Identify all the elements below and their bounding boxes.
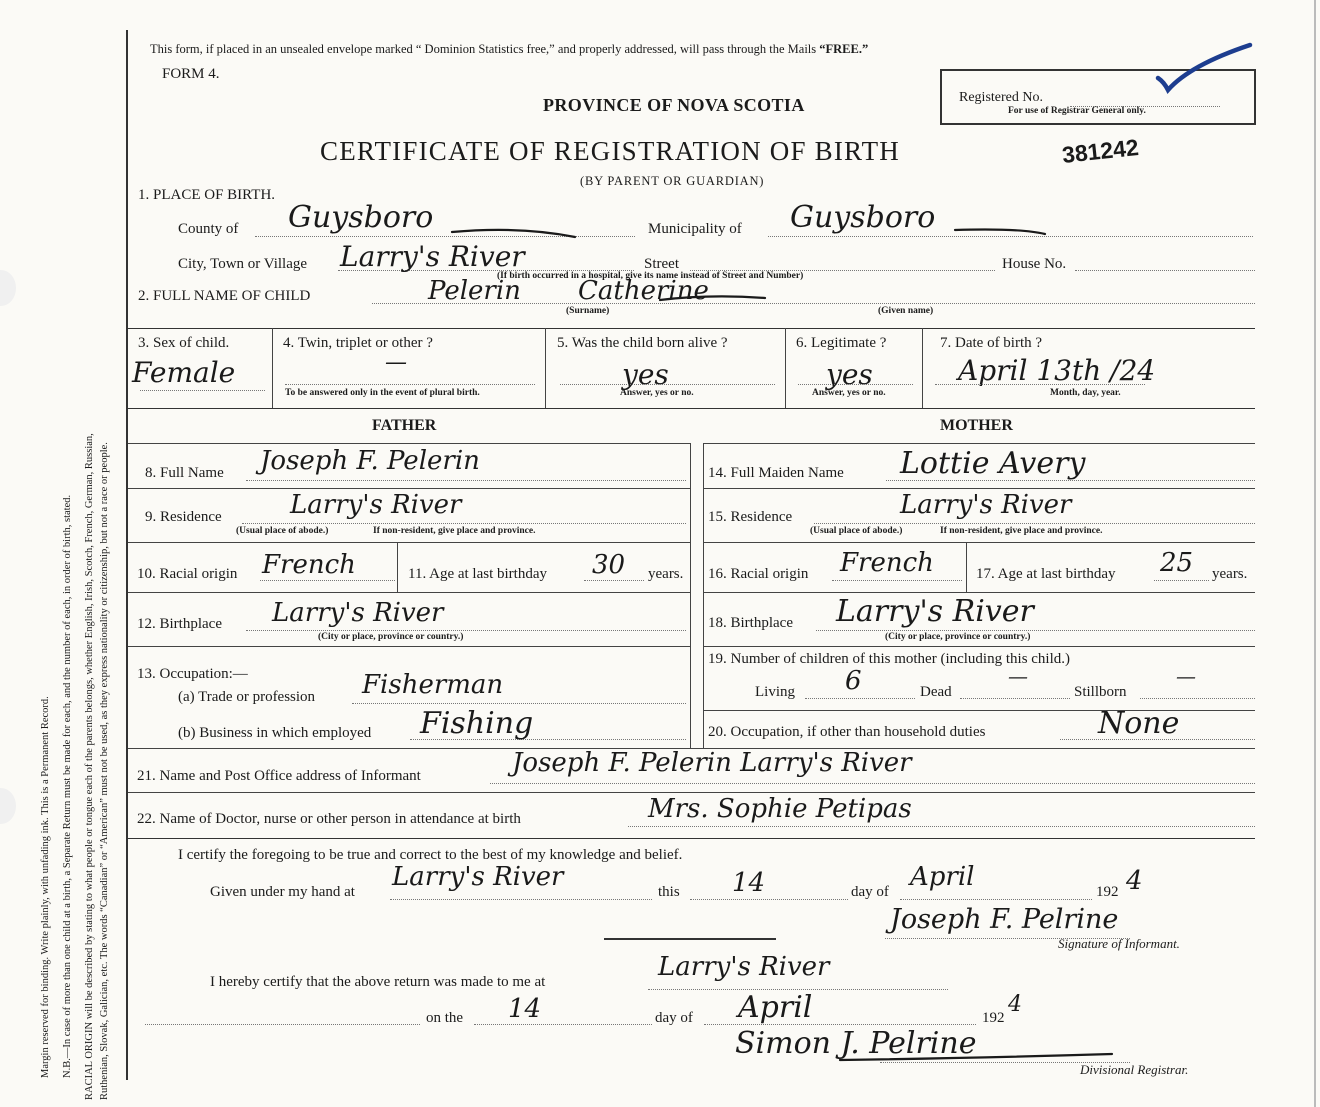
city-value: Larry's River — [340, 240, 525, 273]
given-year-prefix: 192 — [1096, 884, 1119, 900]
side-note-racial-origin: RACIAL ORIGIN will be described by stating to what people or tongue each of the parents belongs, whether English, Irish, Scotch, French, German, Russian, — [84, 433, 95, 1100]
mother-age-label: 17. Age at last birthday — [976, 566, 1116, 582]
mother-name-value: Lottie Avery — [900, 446, 1086, 481]
dead-label: Dead — [920, 684, 952, 700]
father-name-label: 8. Full Name — [145, 465, 224, 481]
on-the-label: on the — [426, 1010, 464, 1026]
sex-label: 3. Sex of child. — [138, 335, 230, 351]
father-years: years. — [648, 566, 684, 582]
father-race-value: French — [262, 550, 356, 580]
dob-label: 7. Date of birth ? — [940, 335, 1043, 351]
county-label: County of — [178, 221, 239, 237]
informant-signature-caption: Signature of Informant. — [1058, 936, 1180, 951]
alive-note: Answer, yes or no. — [620, 388, 694, 398]
informant-signature: Joseph F. Pelrine — [890, 904, 1119, 935]
mother-heading: MOTHER — [940, 417, 1013, 434]
father-res-note-nonres: If non-resident, give place and province. — [373, 526, 536, 536]
children-count-label: 19. Number of children of this mother (including this child.) — [708, 651, 1071, 667]
dob-note: Month, day, year. — [1050, 388, 1121, 398]
registrar-day-of-label: day of — [655, 1010, 693, 1026]
registrar-place-value: Larry's River — [658, 952, 830, 982]
legitimate-label: 6. Legitimate ? — [796, 335, 887, 351]
stillborn-value: — — [1176, 664, 1196, 688]
given-under-label: Given under my hand at — [210, 884, 355, 900]
doctor-value: Mrs. Sophie Petipas — [648, 794, 912, 824]
hospital-note: (If birth occurred in a hospital, give its name instead of Street and Number) — [497, 271, 804, 281]
given-day-value: 14 — [732, 868, 766, 898]
twin-value: — — [385, 350, 407, 375]
alive-value: yes — [622, 358, 669, 391]
father-race-label: 10. Racial origin — [137, 566, 238, 582]
father-age-label: 11. Age at last birthday — [408, 566, 547, 582]
registration-number: 381242 — [1060, 134, 1140, 168]
house-label: House No. — [1002, 256, 1067, 272]
street-label: Street — [644, 256, 679, 272]
certify-statement: I certify the foregoing to be true and correct to the best of my knowledge and belief. — [178, 847, 683, 863]
child-surname-value: Pelerin — [428, 276, 521, 306]
father-age-value: 30 — [592, 550, 626, 580]
municipality-value: Guysboro — [790, 200, 936, 235]
living-value: 6 — [845, 666, 862, 696]
living-label: Living — [755, 684, 795, 700]
mother-occupation-value: None — [1098, 706, 1180, 741]
registrar-statement: I hereby certify that the above return was made to me at — [210, 974, 546, 990]
mother-age-value: 25 — [1160, 548, 1194, 578]
registrar-year-prefix: 192 — [982, 1010, 1005, 1026]
registrar-day-value: 14 — [508, 994, 542, 1024]
legitimate-value: yes — [826, 358, 873, 391]
side-note-multiple-births: N.B.—In case of more than one child at a birth, a Separate Return must be made for each, and the number of each, in order of birth, stated. — [62, 494, 73, 1078]
side-note-racial-origin-cont: Ruthenian, Slovak, Galician, etc. The words “Canadian” or “American” must not be used, as they express nationality or citizenship, but not a race or people. — [99, 442, 110, 1100]
child-name-label: 2. FULL NAME OF CHILD — [138, 288, 311, 304]
given-month-value: April — [910, 862, 975, 892]
province-heading: PROVINCE OF NOVA SCOTIA — [543, 95, 805, 115]
certificate-subtitle: (BY PARENT OR GUARDIAN) — [580, 174, 765, 188]
registered-label: Registered No. — [959, 90, 1043, 105]
mother-res-note-abode: (Usual place of abode.) — [810, 526, 903, 536]
certificate-title: CERTIFICATE OF REGISTRATION OF BIRTH — [320, 136, 900, 166]
trade-label: (a) Trade or profession — [178, 689, 316, 705]
mother-birthplace-label: 18. Birthplace — [708, 615, 793, 631]
father-bp-note: (City or place, province or country.) — [318, 632, 464, 642]
legitimate-note: Answer, yes or no. — [812, 388, 886, 398]
mother-years: years. — [1212, 566, 1248, 582]
informant-label: 21. Name and Post Office address of Informant — [137, 768, 421, 784]
given-year-digit: 4 — [1126, 866, 1143, 896]
dead-value: — — [1008, 664, 1028, 688]
registered-note: For use of Registrar General only. — [1008, 106, 1146, 116]
stillborn-label: Stillborn — [1074, 684, 1127, 700]
doctor-label: 22. Name of Doctor, nurse or other person in attendance at birth — [137, 811, 521, 827]
registrar-month-value: April — [738, 990, 813, 1025]
mother-race-value: French — [840, 548, 934, 578]
sex-value: Female — [132, 356, 236, 389]
alive-label: 5. Was the child born alive ? — [557, 335, 728, 351]
father-occupation-label: 13. Occupation:— — [137, 666, 248, 682]
father-birthplace-value: Larry's River — [272, 598, 444, 628]
business-value: Fishing — [420, 706, 534, 741]
twin-label: 4. Twin, triplet or other ? — [283, 335, 433, 351]
mother-residence-label: 15. Residence — [708, 509, 793, 525]
given-place-value: Larry's River — [392, 862, 564, 892]
given-caption: (Given name) — [878, 306, 934, 316]
city-label: City, Town or Village — [178, 256, 308, 272]
mother-birthplace-value: Larry's River — [836, 594, 1034, 629]
father-res-note-abode: (Usual place of abode.) — [236, 526, 329, 536]
twin-note: To be answered only in the event of plural birth. — [285, 388, 480, 398]
father-residence-label: 9. Residence — [145, 509, 222, 525]
child-given-value: Catherine — [578, 276, 709, 306]
place-of-birth-heading: 1. PLACE OF BIRTH. — [138, 187, 276, 203]
mother-name-label: 14. Full Maiden Name — [708, 465, 844, 481]
surname-caption: (Surname) — [566, 306, 610, 316]
mother-bp-note: (City or place, province or country.) — [885, 632, 1031, 642]
informant-value: Joseph F. Pelerin Larry's River — [512, 748, 912, 778]
given-day-of-label: day of — [851, 884, 889, 900]
dob-value: April 13th /24 — [958, 354, 1156, 387]
father-residence-value: Larry's River — [290, 490, 462, 520]
mother-occupation-label: 20. Occupation, if other than household duties — [708, 724, 986, 740]
trade-value: Fisherman — [362, 670, 504, 700]
mother-res-note-nonres: If non-resident, give place and province. — [940, 526, 1103, 536]
county-value: Guysboro — [288, 200, 434, 235]
registrar-year-digit: 4 — [1008, 992, 1022, 1017]
father-birthplace-label: 12. Birthplace — [137, 616, 222, 632]
this-label: this — [658, 884, 680, 900]
form-number: FORM 4. — [162, 66, 220, 82]
mail-notice: This form, if placed in an unsealed envelope marked “ Dominion Statistics free,” and properly addressed, will pass through the Mails “FREE.” — [150, 42, 869, 56]
mother-residence-value: Larry's River — [900, 490, 1072, 520]
municipality-label: Municipality of — [648, 221, 742, 237]
registrar-signature: Simon J. Pelrine — [735, 1026, 977, 1061]
side-note-binding: Margin reserved for binding. Write plainly, with unfading ink. This is a Permanent Record. — [40, 696, 51, 1078]
business-label: (b) Business in which employed — [178, 725, 372, 741]
father-heading: FATHER — [372, 417, 437, 434]
registrar-caption: Divisional Registrar. — [1080, 1062, 1189, 1077]
mother-race-label: 16. Racial origin — [708, 566, 809, 582]
father-name-value: Joseph F. Pelerin — [260, 446, 480, 476]
